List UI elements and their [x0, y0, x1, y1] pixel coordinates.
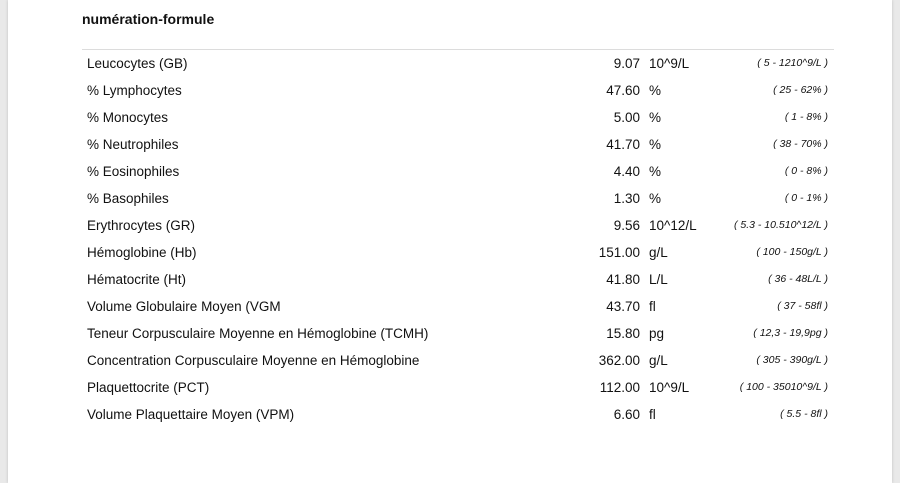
- test-value: 41.80: [606, 272, 640, 287]
- reference-range: ( 100 - 35010^9/L ): [739, 381, 828, 393]
- test-name: % Eosinophiles: [87, 164, 180, 179]
- test-name: Plaquettocrite (PCT): [87, 380, 210, 395]
- test-unit: 10^12/L: [649, 218, 697, 233]
- test-unit: %: [649, 191, 662, 206]
- test-value: 47.60: [606, 83, 640, 98]
- test-unit: fl: [649, 299, 656, 314]
- test-unit: %: [649, 164, 662, 179]
- test-value: 15.80: [606, 326, 640, 341]
- test-name: Hématocrite (Ht): [87, 272, 187, 287]
- test-value: 362.00: [598, 353, 640, 368]
- test-name: % Monocytes: [87, 110, 169, 125]
- test-name: Concentration Corpusculaire Moyenne en Hémoglobine: [87, 353, 420, 368]
- test-name: Hémoglobine (Hb): [87, 245, 197, 260]
- table-row: [8, 131, 892, 158]
- reference-range: ( 38 - 70% ): [773, 138, 828, 150]
- reference-range: ( 1 - 8% ): [784, 111, 828, 123]
- results-table: [8, 50, 892, 428]
- reference-range: ( 25 - 62% ): [773, 84, 828, 96]
- table-row: [8, 77, 892, 104]
- table-row: [8, 104, 892, 131]
- table-row: [8, 185, 892, 212]
- test-name: % Neutrophiles: [87, 137, 179, 152]
- test-value: 9.56: [613, 218, 640, 233]
- table-row: [8, 266, 892, 293]
- reference-range: ( 36 - 48L/L ): [768, 273, 828, 285]
- test-unit: 10^9/L: [649, 56, 690, 71]
- test-unit: g/L: [649, 245, 668, 260]
- test-name: % Basophiles: [87, 191, 169, 206]
- table-row: [8, 320, 892, 347]
- table-row: [8, 212, 892, 239]
- table-row: [8, 158, 892, 185]
- test-unit: L/L: [649, 272, 668, 287]
- test-unit: %: [649, 137, 662, 152]
- test-unit: g/L: [649, 353, 668, 368]
- section-title: numération-formule: [82, 11, 215, 27]
- test-value: 9.07: [613, 56, 640, 71]
- reference-range: ( 0 - 8% ): [784, 165, 828, 177]
- test-value: 1.30: [613, 191, 640, 206]
- test-unit: pg: [649, 326, 665, 341]
- test-value: 43.70: [606, 299, 640, 314]
- reference-range: ( 37 - 58fl ): [777, 300, 828, 312]
- reference-range: ( 5 - 1210^9/L ): [757, 57, 828, 69]
- test-value: 6.60: [613, 407, 640, 422]
- test-name: Leucocytes (GB): [87, 56, 188, 71]
- reference-range: ( 0 - 1% ): [784, 192, 828, 204]
- table-row: [8, 50, 892, 77]
- test-unit: 10^9/L: [649, 380, 690, 395]
- test-name: Volume Globulaire Moyen (VGM: [87, 299, 281, 314]
- test-name: % Lymphocytes: [87, 83, 182, 98]
- test-name: Volume Plaquettaire Moyen (VPM): [87, 407, 295, 422]
- test-value: 151.00: [598, 245, 640, 260]
- test-unit: %: [649, 110, 662, 125]
- test-value: 41.70: [606, 137, 640, 152]
- test-value: 4.40: [613, 164, 640, 179]
- test-name: Erythrocytes (GR): [87, 218, 196, 233]
- report-page: [8, 0, 892, 483]
- reference-range: ( 12,3 - 19,9pg ): [753, 327, 828, 339]
- reference-range: ( 305 - 390g/L ): [756, 354, 828, 366]
- test-value: 112.00: [599, 380, 640, 395]
- test-name: Teneur Corpusculaire Moyenne en Hémoglobine (TCMH): [87, 326, 429, 341]
- reference-range: ( 100 - 150g/L ): [756, 246, 828, 258]
- test-unit: %: [649, 83, 662, 98]
- table-row: [8, 347, 892, 374]
- test-unit: fl: [649, 407, 656, 422]
- table-row: [8, 293, 892, 320]
- table-row: [8, 239, 892, 266]
- test-value: 5.00: [613, 110, 640, 125]
- table-row: [8, 401, 892, 428]
- table-row: [8, 374, 892, 401]
- reference-range: ( 5.3 - 10.510^12/L ): [733, 219, 828, 231]
- reference-range: ( 5.5 - 8fl ): [780, 408, 828, 420]
